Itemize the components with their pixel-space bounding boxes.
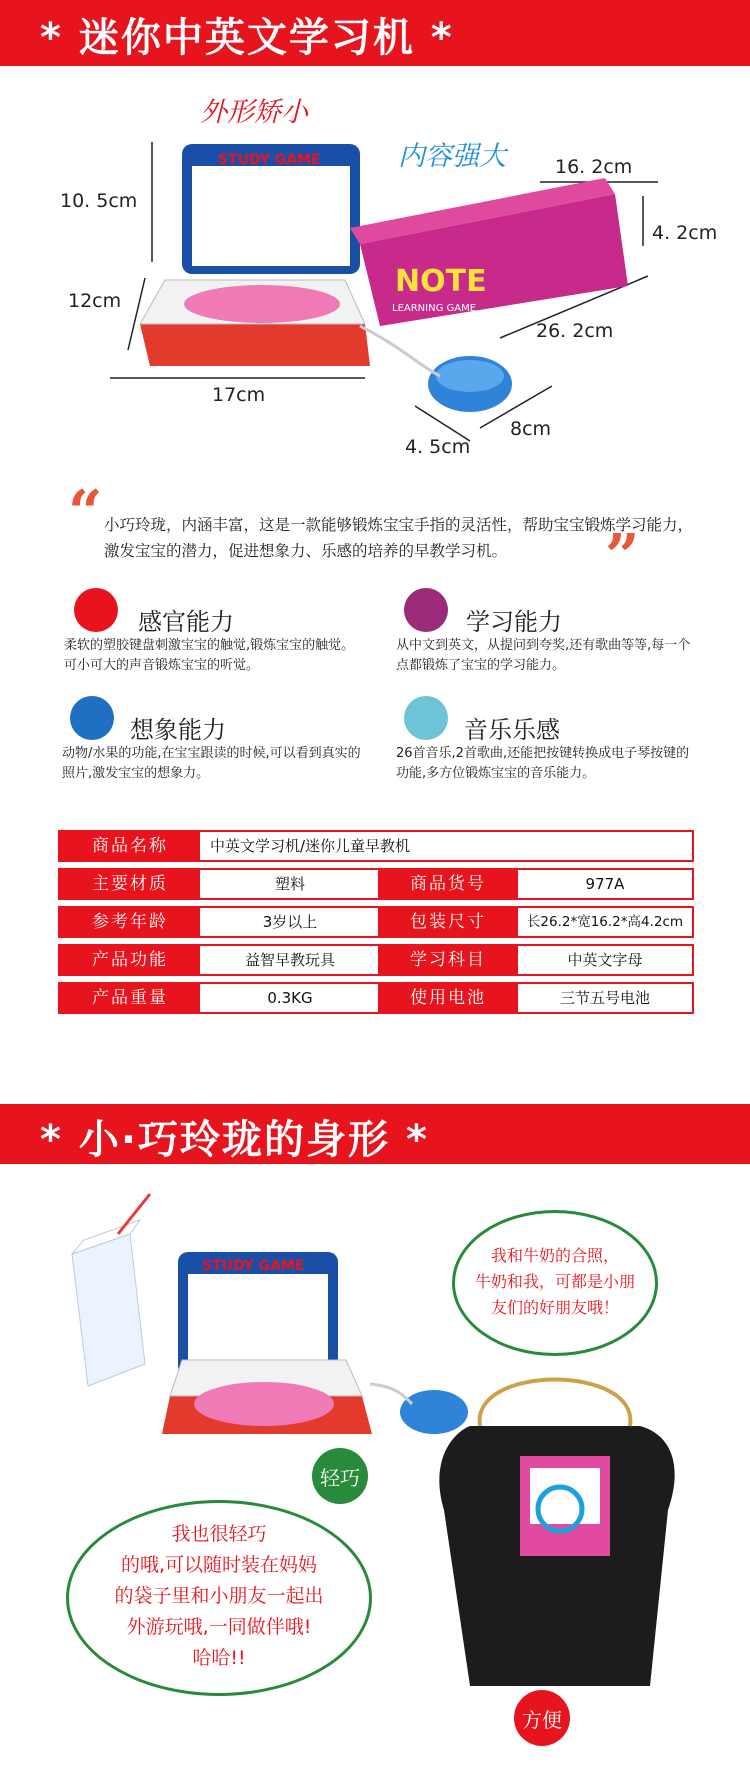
feature-title-learning: 学习能力 [466, 608, 562, 636]
bag-bubble-line: 的哦,可以随时装在妈妈 [120, 1554, 318, 1576]
spec-value: 三节五号电池 [559, 989, 650, 1007]
milk-bubble-line: 友们的好朋友哦！ [490, 1298, 619, 1317]
bag-bubble-line: 的袋子里和小朋友一起出 [114, 1585, 324, 1607]
top-banner [0, 0, 750, 66]
bag-bubble [66, 1500, 372, 1696]
imagination-icon [70, 696, 114, 740]
spec-label: 商品货号 [378, 870, 518, 898]
spec-value: 长26.2*宽16.2*高4.2cm [526, 914, 684, 930]
dim-box-width: 16. 2cm [555, 156, 633, 178]
learning-icon [404, 588, 448, 632]
product-illustration [0, 66, 750, 476]
dim-laptop-width: 17cm [212, 384, 266, 406]
intro-text: 小巧玲珑，内涵丰富，这是一款能够锻炼宝宝手指的灵活性，帮助宝宝锻炼学习能力，激发宝宝的潜力，促进想象力、乐感的培养的早教学习机。 [104, 516, 694, 560]
spec-row-name [58, 830, 694, 862]
close-quote: ” [605, 522, 640, 592]
spec-label: 主要材质 [60, 870, 200, 898]
size-banner [0, 1104, 750, 1164]
box-subtitle: LEARNING GAME [392, 303, 477, 314]
spec-label: 使用电池 [378, 984, 518, 1012]
dim-box-height: 4. 2cm [652, 222, 718, 244]
feature-title-music: 音乐乐感 [464, 716, 560, 744]
box-brand: NOTE [395, 264, 487, 299]
milk-bubble-line: 牛奶和我，可都是小朋 [474, 1272, 635, 1291]
spec-label: 参考年龄 [60, 908, 200, 936]
bag-bubble-line: 哈哈!! [192, 1647, 246, 1669]
svg-text:STUDY GAME: STUDY GAME [202, 1258, 305, 1274]
spec-label: 学习科目 [378, 946, 518, 974]
spec-label: 产品重量 [60, 984, 200, 1012]
dim-laptop-depth: 12cm [68, 290, 122, 312]
tag-powerful: 内容强大 [398, 141, 506, 172]
bag-bubble-line: 外游玩哦,一同做伴哦! [126, 1616, 312, 1638]
spec-value: 0.3KG [267, 989, 313, 1007]
product-dimensions-photo [0, 66, 750, 476]
banner-title: * 小·巧玲珑的身形 * [40, 1117, 429, 1163]
spec-value: 中英文字母 [567, 951, 643, 969]
spec-value: 977A [585, 875, 625, 893]
spec-row-age [58, 906, 694, 938]
spec-value: 3岁以上 [262, 913, 318, 931]
spec-label: 包装尺寸 [378, 908, 518, 936]
spec-value: 塑料 [274, 875, 305, 893]
tag-compact: 外形矫小 [200, 97, 308, 128]
banner-title: * 迷你中英文学习机 * [40, 15, 454, 61]
feature-desc-sense: 柔软的塑胶键盘刺激宝宝的触觉,锻炼宝宝的触觉。可小可大的声音锻炼宝宝的听觉。 [64, 638, 355, 673]
open-quote: “ [68, 478, 103, 548]
dim-laptop-height: 10. 5cm [60, 190, 138, 212]
feature-title-imagination: 想象能力 [130, 716, 226, 744]
spec-value: 益智早教玩具 [244, 951, 335, 969]
dim-mouse-width: 4. 5cm [405, 436, 471, 458]
spec-row-weight [58, 982, 694, 1014]
light-badge: 轻巧 [312, 1448, 368, 1504]
dim-box-length: 26. 2cm [536, 320, 614, 342]
music-icon [404, 696, 448, 740]
feature-desc-learning: 从中文到英文，从提问到夸奖,还有歌曲等等,每一个点都锻炼了宝宝的学习能力。 [396, 638, 691, 673]
dim-mouse-length: 8cm [510, 418, 552, 440]
milk-bubble [452, 1210, 658, 1356]
spec-label: 产品功能 [60, 946, 200, 974]
screen-title: STUDY GAME [218, 152, 321, 168]
feature-desc-music: 26首音乐,2首歌曲,还能把按键转换成电子琴按键的功能,多方位锻炼宝宝的音乐能力。 [396, 746, 690, 781]
spec-row-function [58, 944, 694, 976]
feature-title-sense: 感官能力 [138, 608, 234, 636]
sense-icon [74, 588, 118, 632]
spec-row-material [58, 868, 694, 900]
milk-bubble-line: 我和牛奶的合照， [490, 1246, 619, 1265]
spec-value: 中英文学习机/迷你儿童早教机 [210, 837, 411, 855]
spec-label: 商品名称 [60, 832, 200, 860]
feature-desc-imagination: 动物/水果的功能,在宝宝跟读的时候,可以看到真实的照片,激发宝宝的想象力。 [62, 746, 361, 781]
bag-bubble-line: 我也很轻巧 [171, 1523, 267, 1545]
convenient-badge: 方便 [514, 1690, 570, 1746]
